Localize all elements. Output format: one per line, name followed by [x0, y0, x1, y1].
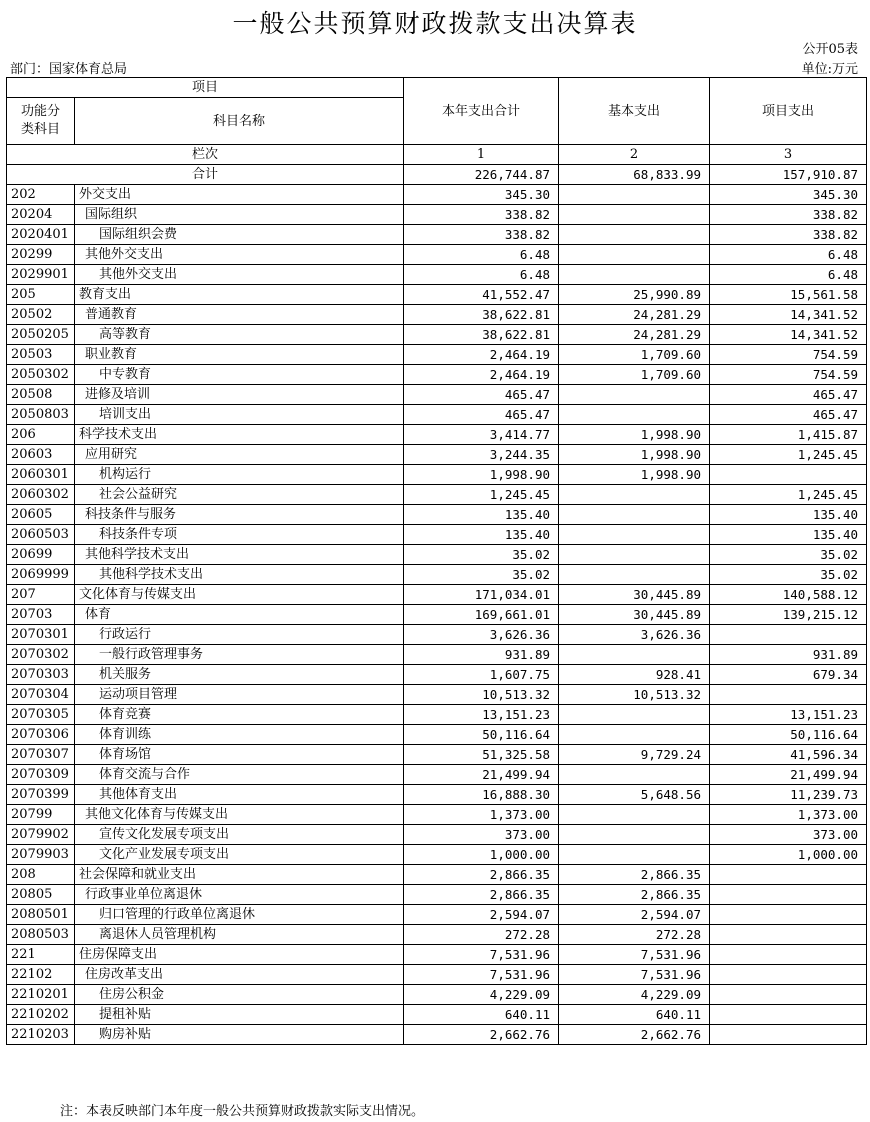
header-column-no: 栏次 — [7, 145, 404, 165]
row-basic: 1,998.90 — [559, 465, 710, 485]
row-code: 2210203 — [7, 1025, 75, 1045]
row-code: 2020401 — [7, 225, 75, 245]
row-project: 15,561.58 — [710, 285, 867, 305]
row-project — [710, 945, 867, 965]
row-code: 2210201 — [7, 985, 75, 1005]
footnote: 注：本表反映部门本年度一般公共预算财政拨款实际支出情况。 — [60, 1104, 425, 1119]
table-row — [7, 445, 867, 465]
table-row — [7, 345, 867, 365]
row-subject-name: 购房补贴 — [75, 1025, 404, 1045]
row-subject-name: 提租补贴 — [75, 1005, 404, 1025]
row-total: 16,888.30 — [404, 785, 559, 805]
table-row — [7, 585, 867, 605]
row-total: 1,998.90 — [404, 465, 559, 485]
row-subject-name: 其他科学技术支出 — [75, 565, 404, 585]
row-total: 4,229.09 — [404, 985, 559, 1005]
row-basic — [559, 505, 710, 525]
row-code: 20703 — [7, 605, 75, 625]
row-basic: 3,626.36 — [559, 625, 710, 645]
row-total: 3,626.36 — [404, 625, 559, 645]
row-code: 2070307 — [7, 745, 75, 765]
row-basic — [559, 485, 710, 505]
row-total: 3,414.77 — [404, 425, 559, 445]
row-code: 2050302 — [7, 365, 75, 385]
row-total: 931.89 — [404, 645, 559, 665]
row-total: 38,622.81 — [404, 305, 559, 325]
row-project: 1,373.00 — [710, 805, 867, 825]
row-code: 2070306 — [7, 725, 75, 745]
row-subject-name: 住房改革支出 — [75, 965, 404, 985]
row-project: 50,116.64 — [710, 725, 867, 745]
row-subject-name: 行政事业单位离退休 — [75, 885, 404, 905]
table-row — [7, 205, 867, 225]
row-project — [710, 905, 867, 925]
row-total: 41,552.47 — [404, 285, 559, 305]
row-basic: 5,648.56 — [559, 785, 710, 805]
row-total: 10,513.32 — [404, 685, 559, 705]
row-basic — [559, 705, 710, 725]
row-total: 338.82 — [404, 205, 559, 225]
department-label: 部门：国家体育总局 — [10, 62, 128, 77]
table-row — [7, 465, 867, 485]
row-code: 202 — [7, 185, 75, 205]
row-subject-name: 培训支出 — [75, 405, 404, 425]
row-basic: 24,281.29 — [559, 305, 710, 325]
row-project: 135.40 — [710, 505, 867, 525]
row-subject-name: 机构运行 — [75, 465, 404, 485]
row-project: 14,341.52 — [710, 325, 867, 345]
row-basic: 24,281.29 — [559, 325, 710, 345]
header-col1: 1 — [404, 145, 559, 165]
row-project: 6.48 — [710, 245, 867, 265]
row-subject-name: 体育 — [75, 605, 404, 625]
row-basic — [559, 805, 710, 825]
row-total: 2,662.76 — [404, 1025, 559, 1045]
row-basic: 2,662.76 — [559, 1025, 710, 1045]
row-basic — [559, 385, 710, 405]
row-basic: 272.28 — [559, 925, 710, 945]
row-project — [710, 925, 867, 945]
row-subject-name: 其他外交支出 — [75, 265, 404, 285]
table-row — [7, 565, 867, 585]
page-title: 一般公共预算财政拨款支出决算表 — [232, 9, 638, 38]
row-code: 20502 — [7, 305, 75, 325]
row-subject-name: 科技条件与服务 — [75, 505, 404, 525]
row-project: 1,415.87 — [710, 425, 867, 445]
row-total: 6.48 — [404, 265, 559, 285]
row-total: 1,607.75 — [404, 665, 559, 685]
row-basic: 640.11 — [559, 1005, 710, 1025]
row-basic — [559, 405, 710, 425]
row-project: 11,239.73 — [710, 785, 867, 805]
row-project: 13,151.23 — [710, 705, 867, 725]
row-subject-name: 其他科学技术支出 — [75, 545, 404, 565]
row-project — [710, 625, 867, 645]
table-row — [7, 985, 867, 1005]
row-basic — [559, 525, 710, 545]
row-basic — [559, 205, 710, 225]
row-subject-name: 国际组织 — [75, 205, 404, 225]
row-basic: 9,729.24 — [559, 745, 710, 765]
row-subject-name: 国际组织会费 — [75, 225, 404, 245]
table-row — [7, 685, 867, 705]
row-basic: 1,998.90 — [559, 445, 710, 465]
row-code: 20508 — [7, 385, 75, 405]
row-project: 754.59 — [710, 365, 867, 385]
row-code: 2210202 — [7, 1005, 75, 1025]
row-subject-name: 体育训练 — [75, 725, 404, 745]
row-project: 14,341.52 — [710, 305, 867, 325]
row-project: 465.47 — [710, 405, 867, 425]
row-subject-name: 体育场馆 — [75, 745, 404, 765]
row-subject-name: 普通教育 — [75, 305, 404, 325]
row-basic: 1,998.90 — [559, 425, 710, 445]
row-total: 1,245.45 — [404, 485, 559, 505]
row-total: 13,151.23 — [404, 705, 559, 725]
row-subject-name: 教育支出 — [75, 285, 404, 305]
row-code: 2079902 — [7, 825, 75, 845]
row-subject-name: 社会公益研究 — [75, 485, 404, 505]
expenditure-table — [6, 77, 867, 1045]
row-code: 205 — [7, 285, 75, 305]
table-row — [7, 865, 867, 885]
row-subject-name: 科技条件专项 — [75, 525, 404, 545]
row-project: 345.30 — [710, 185, 867, 205]
header-basic: 基本支出 — [559, 78, 710, 145]
row-code: 22102 — [7, 965, 75, 985]
row-basic: 4,229.09 — [559, 985, 710, 1005]
row-project: 931.89 — [710, 645, 867, 665]
row-subject-name: 其他文化体育与传媒支出 — [75, 805, 404, 825]
row-code: 2080503 — [7, 925, 75, 945]
row-total: 2,464.19 — [404, 365, 559, 385]
row-basic — [559, 265, 710, 285]
table-row — [7, 305, 867, 325]
row-total: 51,325.58 — [404, 745, 559, 765]
row-total: 2,866.35 — [404, 885, 559, 905]
row-basic: 2,866.35 — [559, 865, 710, 885]
row-subject-name: 高等教育 — [75, 325, 404, 345]
row-total: 2,594.07 — [404, 905, 559, 925]
row-code: 2029901 — [7, 265, 75, 285]
row-subject-name: 归口管理的行政单位离退休 — [75, 905, 404, 925]
row-project: 1,245.45 — [710, 445, 867, 465]
row-total: 465.47 — [404, 405, 559, 425]
row-total: 35.02 — [404, 545, 559, 565]
row-project: 373.00 — [710, 825, 867, 845]
row-total: 640.11 — [404, 1005, 559, 1025]
row-basic — [559, 185, 710, 205]
row-code: 20503 — [7, 345, 75, 365]
form-number: 公开05表 — [802, 42, 858, 57]
table-row — [7, 785, 867, 805]
row-total: 2,464.19 — [404, 345, 559, 365]
row-code: 2070304 — [7, 685, 75, 705]
row-project: 338.82 — [710, 205, 867, 225]
header-total: 本年支出合计 — [404, 78, 559, 145]
row-project: 35.02 — [710, 565, 867, 585]
table-row — [7, 705, 867, 725]
table-row — [7, 945, 867, 965]
row-subject-name: 社会保障和就业支出 — [75, 865, 404, 885]
row-project — [710, 885, 867, 905]
row-project: 135.40 — [710, 525, 867, 545]
row-total: 1,000.00 — [404, 845, 559, 865]
row-total: 38,622.81 — [404, 325, 559, 345]
row-code: 208 — [7, 865, 75, 885]
row-basic — [559, 225, 710, 245]
total-row-label: 合计 — [7, 165, 404, 185]
row-basic — [559, 765, 710, 785]
row-project: 41,596.34 — [710, 745, 867, 765]
row-subject-name: 机关服务 — [75, 665, 404, 685]
header-col2: 2 — [559, 145, 710, 165]
row-project: 465.47 — [710, 385, 867, 405]
table-row — [7, 525, 867, 545]
row-total: 21,499.94 — [404, 765, 559, 785]
row-subject-name: 中专教育 — [75, 365, 404, 385]
table-row — [7, 385, 867, 405]
row-total: 338.82 — [404, 225, 559, 245]
row-subject-name: 行政运行 — [75, 625, 404, 645]
table-row — [7, 1005, 867, 1025]
row-basic — [559, 725, 710, 745]
row-total: 135.40 — [404, 525, 559, 545]
table-row — [7, 925, 867, 945]
row-subject-name: 体育竞赛 — [75, 705, 404, 725]
row-basic: 2,866.35 — [559, 885, 710, 905]
table-row — [7, 225, 867, 245]
table-row — [7, 745, 867, 765]
row-total: 7,531.96 — [404, 965, 559, 985]
row-code: 2069999 — [7, 565, 75, 585]
table-row — [7, 245, 867, 265]
header-project: 项目 — [7, 78, 404, 98]
row-subject-name: 住房保障支出 — [75, 945, 404, 965]
header-col3: 3 — [710, 145, 867, 165]
row-code: 221 — [7, 945, 75, 965]
row-code: 20204 — [7, 205, 75, 225]
row-subject-name: 职业教育 — [75, 345, 404, 365]
total-row-total: 226,744.87 — [404, 165, 559, 185]
row-project — [710, 1005, 867, 1025]
row-code: 2050205 — [7, 325, 75, 345]
row-project — [710, 1025, 867, 1045]
row-code: 2070305 — [7, 705, 75, 725]
header-project-expenditure: 项目支出 — [710, 78, 867, 145]
row-basic — [559, 825, 710, 845]
row-project — [710, 965, 867, 985]
row-basic: 1,709.60 — [559, 345, 710, 365]
row-code: 2070301 — [7, 625, 75, 645]
table-row — [7, 265, 867, 285]
row-code: 2060301 — [7, 465, 75, 485]
row-total: 272.28 — [404, 925, 559, 945]
table-row — [7, 1025, 867, 1045]
row-total: 373.00 — [404, 825, 559, 845]
row-code: 2080501 — [7, 905, 75, 925]
row-code: 2079903 — [7, 845, 75, 865]
row-total: 7,531.96 — [404, 945, 559, 965]
row-subject-name: 进修及培训 — [75, 385, 404, 405]
row-subject-name: 外交支出 — [75, 185, 404, 205]
row-basic — [559, 545, 710, 565]
unit-label: 单位:万元 — [801, 62, 858, 77]
table-row — [7, 625, 867, 645]
row-project: 140,588.12 — [710, 585, 867, 605]
row-basic: 10,513.32 — [559, 685, 710, 705]
row-total: 35.02 — [404, 565, 559, 585]
table-row — [7, 485, 867, 505]
row-project — [710, 985, 867, 1005]
table-row — [7, 805, 867, 825]
row-subject-name: 文化产业发展专项支出 — [75, 845, 404, 865]
row-code: 2070302 — [7, 645, 75, 665]
row-subject-name: 其他外交支出 — [75, 245, 404, 265]
table-row — [7, 965, 867, 985]
row-total: 2,866.35 — [404, 865, 559, 885]
row-basic: 7,531.96 — [559, 945, 710, 965]
row-basic: 1,709.60 — [559, 365, 710, 385]
table-row — [7, 425, 867, 445]
total-row-basic: 68,833.99 — [559, 165, 710, 185]
row-basic: 25,990.89 — [559, 285, 710, 305]
row-subject-name: 文化体育与传媒支出 — [75, 585, 404, 605]
table-row — [7, 645, 867, 665]
row-subject-name: 一般行政管理事务 — [75, 645, 404, 665]
row-code: 20605 — [7, 505, 75, 525]
row-project — [710, 865, 867, 885]
table-row — [7, 365, 867, 385]
row-basic: 30,445.89 — [559, 585, 710, 605]
table-row — [7, 825, 867, 845]
row-code: 20603 — [7, 445, 75, 465]
row-total: 6.48 — [404, 245, 559, 265]
row-basic — [559, 245, 710, 265]
row-basic: 7,531.96 — [559, 965, 710, 985]
row-code: 207 — [7, 585, 75, 605]
row-code: 2050803 — [7, 405, 75, 425]
table-row — [7, 905, 867, 925]
row-code: 20299 — [7, 245, 75, 265]
table-row — [7, 665, 867, 685]
row-subject-name: 离退休人员管理机构 — [75, 925, 404, 945]
row-subject-name: 科学技术支出 — [75, 425, 404, 445]
table-row — [7, 505, 867, 525]
row-project: 6.48 — [710, 265, 867, 285]
row-basic: 30,445.89 — [559, 605, 710, 625]
row-total: 135.40 — [404, 505, 559, 525]
row-subject-name: 住房公积金 — [75, 985, 404, 1005]
row-project: 35.02 — [710, 545, 867, 565]
row-total: 171,034.01 — [404, 585, 559, 605]
row-subject-name: 其他体育支出 — [75, 785, 404, 805]
row-basic: 928.41 — [559, 665, 710, 685]
row-code: 2060503 — [7, 525, 75, 545]
row-total: 465.47 — [404, 385, 559, 405]
table-row — [7, 845, 867, 865]
row-basic — [559, 645, 710, 665]
row-code: 20799 — [7, 805, 75, 825]
table-row — [7, 765, 867, 785]
row-total: 3,244.35 — [404, 445, 559, 465]
row-code: 206 — [7, 425, 75, 445]
row-project: 679.34 — [710, 665, 867, 685]
row-project: 21,499.94 — [710, 765, 867, 785]
table-row — [7, 545, 867, 565]
table-row — [7, 885, 867, 905]
row-code: 2070309 — [7, 765, 75, 785]
row-subject-name: 运动项目管理 — [75, 685, 404, 705]
table-row — [7, 185, 867, 205]
row-total: 50,116.64 — [404, 725, 559, 745]
header-func-code: 功能分类科目 — [7, 98, 75, 145]
total-row-project: 157,910.87 — [710, 165, 867, 185]
row-subject-name: 宣传文化发展专项支出 — [75, 825, 404, 845]
table-row — [7, 605, 867, 625]
row-subject-name: 应用研究 — [75, 445, 404, 465]
row-basic: 2,594.07 — [559, 905, 710, 925]
table-row — [7, 725, 867, 745]
row-total: 169,661.01 — [404, 605, 559, 625]
table-row — [7, 405, 867, 425]
row-code: 2070399 — [7, 785, 75, 805]
header-subject-name: 科目名称 — [75, 98, 404, 145]
table-row — [7, 325, 867, 345]
row-subject-name: 体育交流与合作 — [75, 765, 404, 785]
row-project — [710, 465, 867, 485]
row-basic — [559, 845, 710, 865]
row-total: 345.30 — [404, 185, 559, 205]
row-project: 1,000.00 — [710, 845, 867, 865]
row-project: 139,215.12 — [710, 605, 867, 625]
row-code: 20805 — [7, 885, 75, 905]
row-code: 2070303 — [7, 665, 75, 685]
row-code: 2060302 — [7, 485, 75, 505]
row-basic — [559, 565, 710, 585]
row-project: 338.82 — [710, 225, 867, 245]
row-project: 1,245.45 — [710, 485, 867, 505]
row-project: 754.59 — [710, 345, 867, 365]
table-row — [7, 285, 867, 305]
row-total: 1,373.00 — [404, 805, 559, 825]
row-project — [710, 685, 867, 705]
row-code: 20699 — [7, 545, 75, 565]
